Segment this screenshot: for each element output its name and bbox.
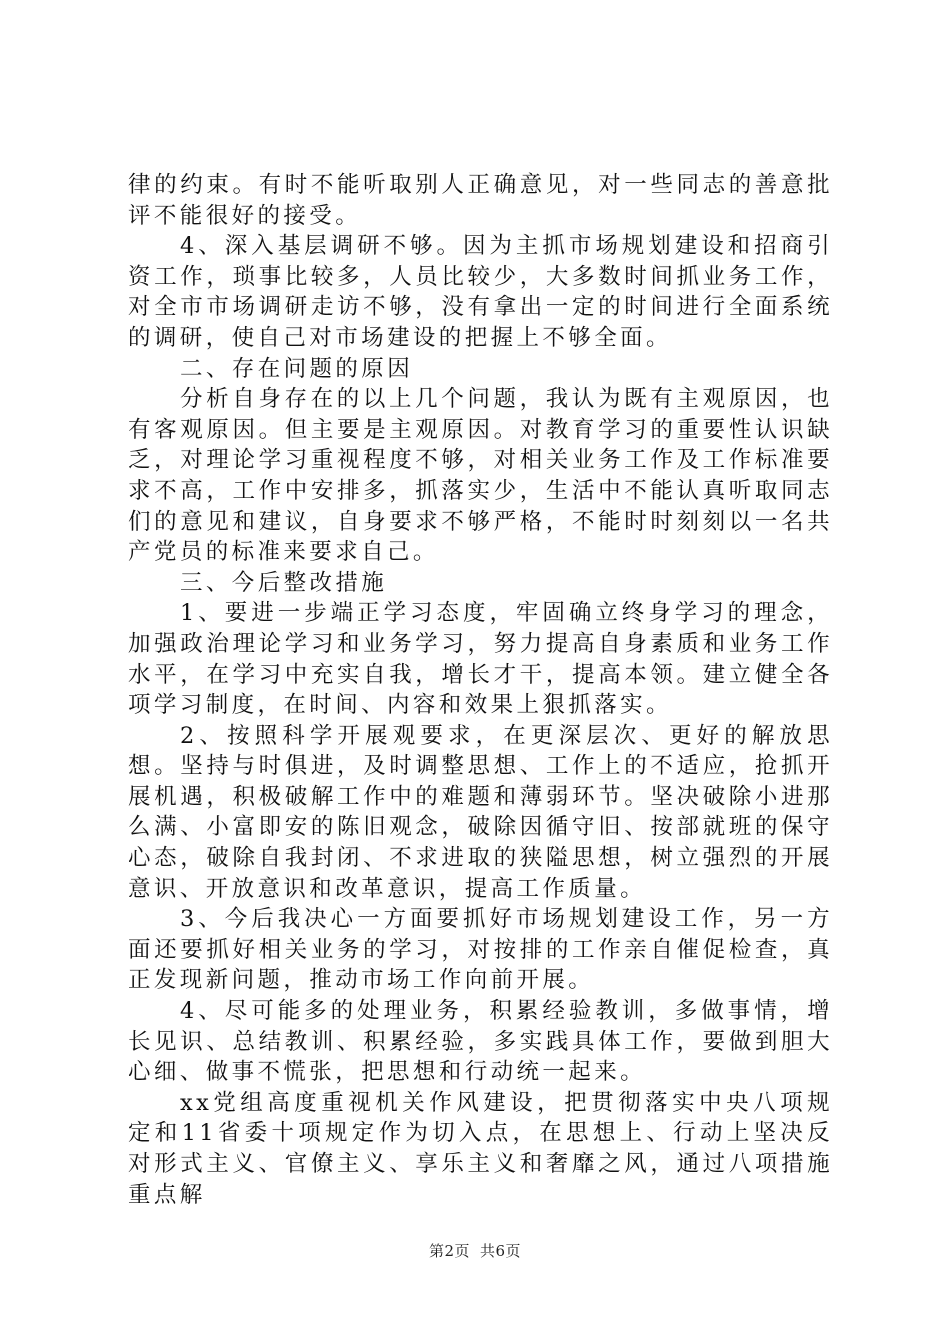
paragraph-measure-4: 4、尽可能多的处理业务，积累经验教训，多做事情，增长见识、总结教训、积累经验，多实践具体工作，要做到胆大心细、做事不慌张，把思想和行动统一起来。 <box>128 998 833 1086</box>
paragraph-continuation: 律的约束。有时不能听取别人正确意见，对一些同志的善意批评不能很好的接受。 <box>128 172 833 229</box>
section-heading-causes: 二、存在问题的原因 <box>180 355 414 382</box>
paragraph-party-group: xx党组高度重视机关作风建设，把贯彻落实中央八项规定和11省委十项规定作为切入点，在思想上、行动上坚决反对形式主义、官僚主义、享乐主义和奢靡之风，通过八项措施重点解 <box>128 1089 833 1208</box>
document-body <box>128 170 833 1210</box>
paragraph-measure-3: 3、今后我决心一方面要抓好市场规划建设工作，另一方面还要抓好相关业务的学习，对按排的工作亲自催促检查，真正发现新问题，推动市场工作向前开展。 <box>128 906 833 994</box>
paragraph-causes-analysis: 分析自身存在的以上几个问题，我认为既有主观原因，也有客观原因。但主要是主观原因。对教育学习的重要性认识缺乏，对理论学习重视程度不够，对相关业务工作及工作标准要求不高，工作中安排多，抓落实少，生活中不能认真听取同志们的意见和建议，自身要求不够严格，不能时时刻刻以一名共产党员的标准来要求自己。 <box>128 386 833 566</box>
page-number: 第2页 <box>428 1242 470 1260</box>
paragraph-measure-2: 2、按照科学开展观要求，在更深层次、更好的解放思想。坚持与时俱进，及时调整思想、工作上的不适应，抢抓开展机遇，积极破解工作中的难题和薄弱环节。坚决破除小进那么满、小富即安的陈旧观念，破除因循守旧、按部就班的保守心态，破除自我封闭、不求进取的狭隘思想，树立强烈的开展意识、开放意识和改革意识，提高工作质量。 <box>128 722 833 902</box>
page-footer <box>0 1240 950 1261</box>
paragraph-measure-1: 1、要进一步端正学习态度，牢固确立终身学习的理念，加强政治理论学习和业务学习，努力提高自身素质和业务工作水平，在学习中充实自我，增长才干，提高本领。建立健全各项学习制度，在时间、内容和效果上狠抓落实。 <box>128 600 833 719</box>
section-heading-measures: 三、今后整改措施 <box>180 569 388 596</box>
page-total: 共6页 <box>480 1242 522 1260</box>
paragraph-item-4-research: 4、深入基层调研不够。因为主抓市场规划建设和招商引资工作，琐事比较多，人员比较少，大多数时间抓业务工作，对全市市场调研走访不够，没有拿出一定的时间进行全面系统的调研，使自己对市场建设的把握上不够全面。 <box>128 233 833 351</box>
